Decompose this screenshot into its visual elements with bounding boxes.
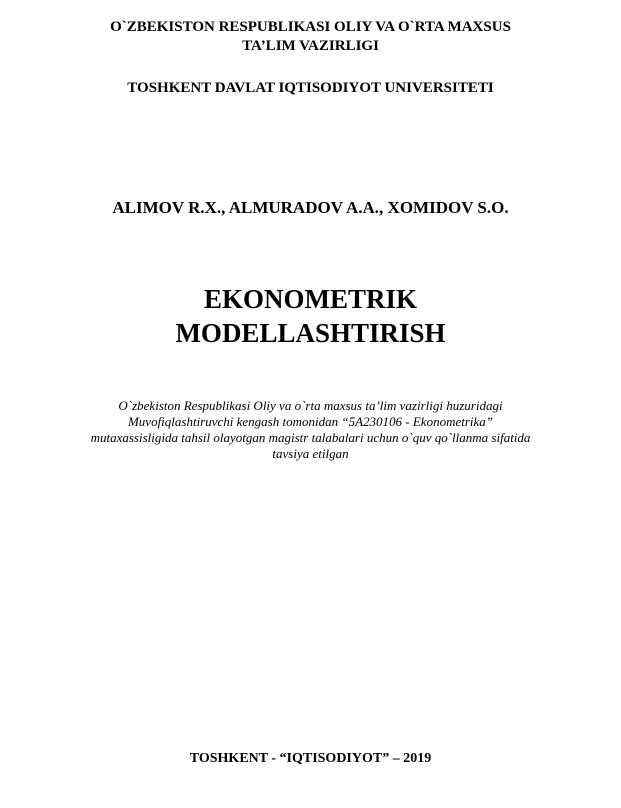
book-title-line-2: MODELLASHTIRISH	[175, 318, 446, 348]
book-title	[0, 282, 621, 350]
recommendation-line-4: tavsiya etilgan	[272, 446, 349, 461]
university-name: TOSHKENT DAVLAT IQTISODIYOT UNIVERSITETI	[127, 80, 494, 96]
recommendation-note	[0, 398, 621, 462]
ministry-heading	[0, 18, 621, 56]
ministry-line-2: TA’LIM VAZIRLIGI	[242, 38, 379, 54]
publication-imprint: TOSHKENT - “IQTISODIYOT” – 2019	[189, 751, 432, 766]
authors: ALIMOV R.X., ALMURADOV A.A., XOMIDOV S.O.	[112, 198, 509, 217]
recommendation-line-2: Muvofiqlashtiruvchi kengash tomonidan “5A230106 - Ekonometrika”	[127, 414, 494, 429]
book-title-line-1: EKONOMETRIK	[203, 284, 418, 314]
recommendation-line-3: mutaxassisligida tahsil olayotgan magistr talabalari uchun o`quv qo`llanma sifatida	[90, 430, 531, 445]
ministry-line-1: O`ZBEKISTON RESPUBLIKASI OLIY VA O`RTA MAXSUS	[110, 19, 511, 35]
recommendation-line-1: O`zbekiston Respublikasi Oliy va o`rta maxsus ta’lim vazirligi huzuridagi	[118, 398, 503, 413]
